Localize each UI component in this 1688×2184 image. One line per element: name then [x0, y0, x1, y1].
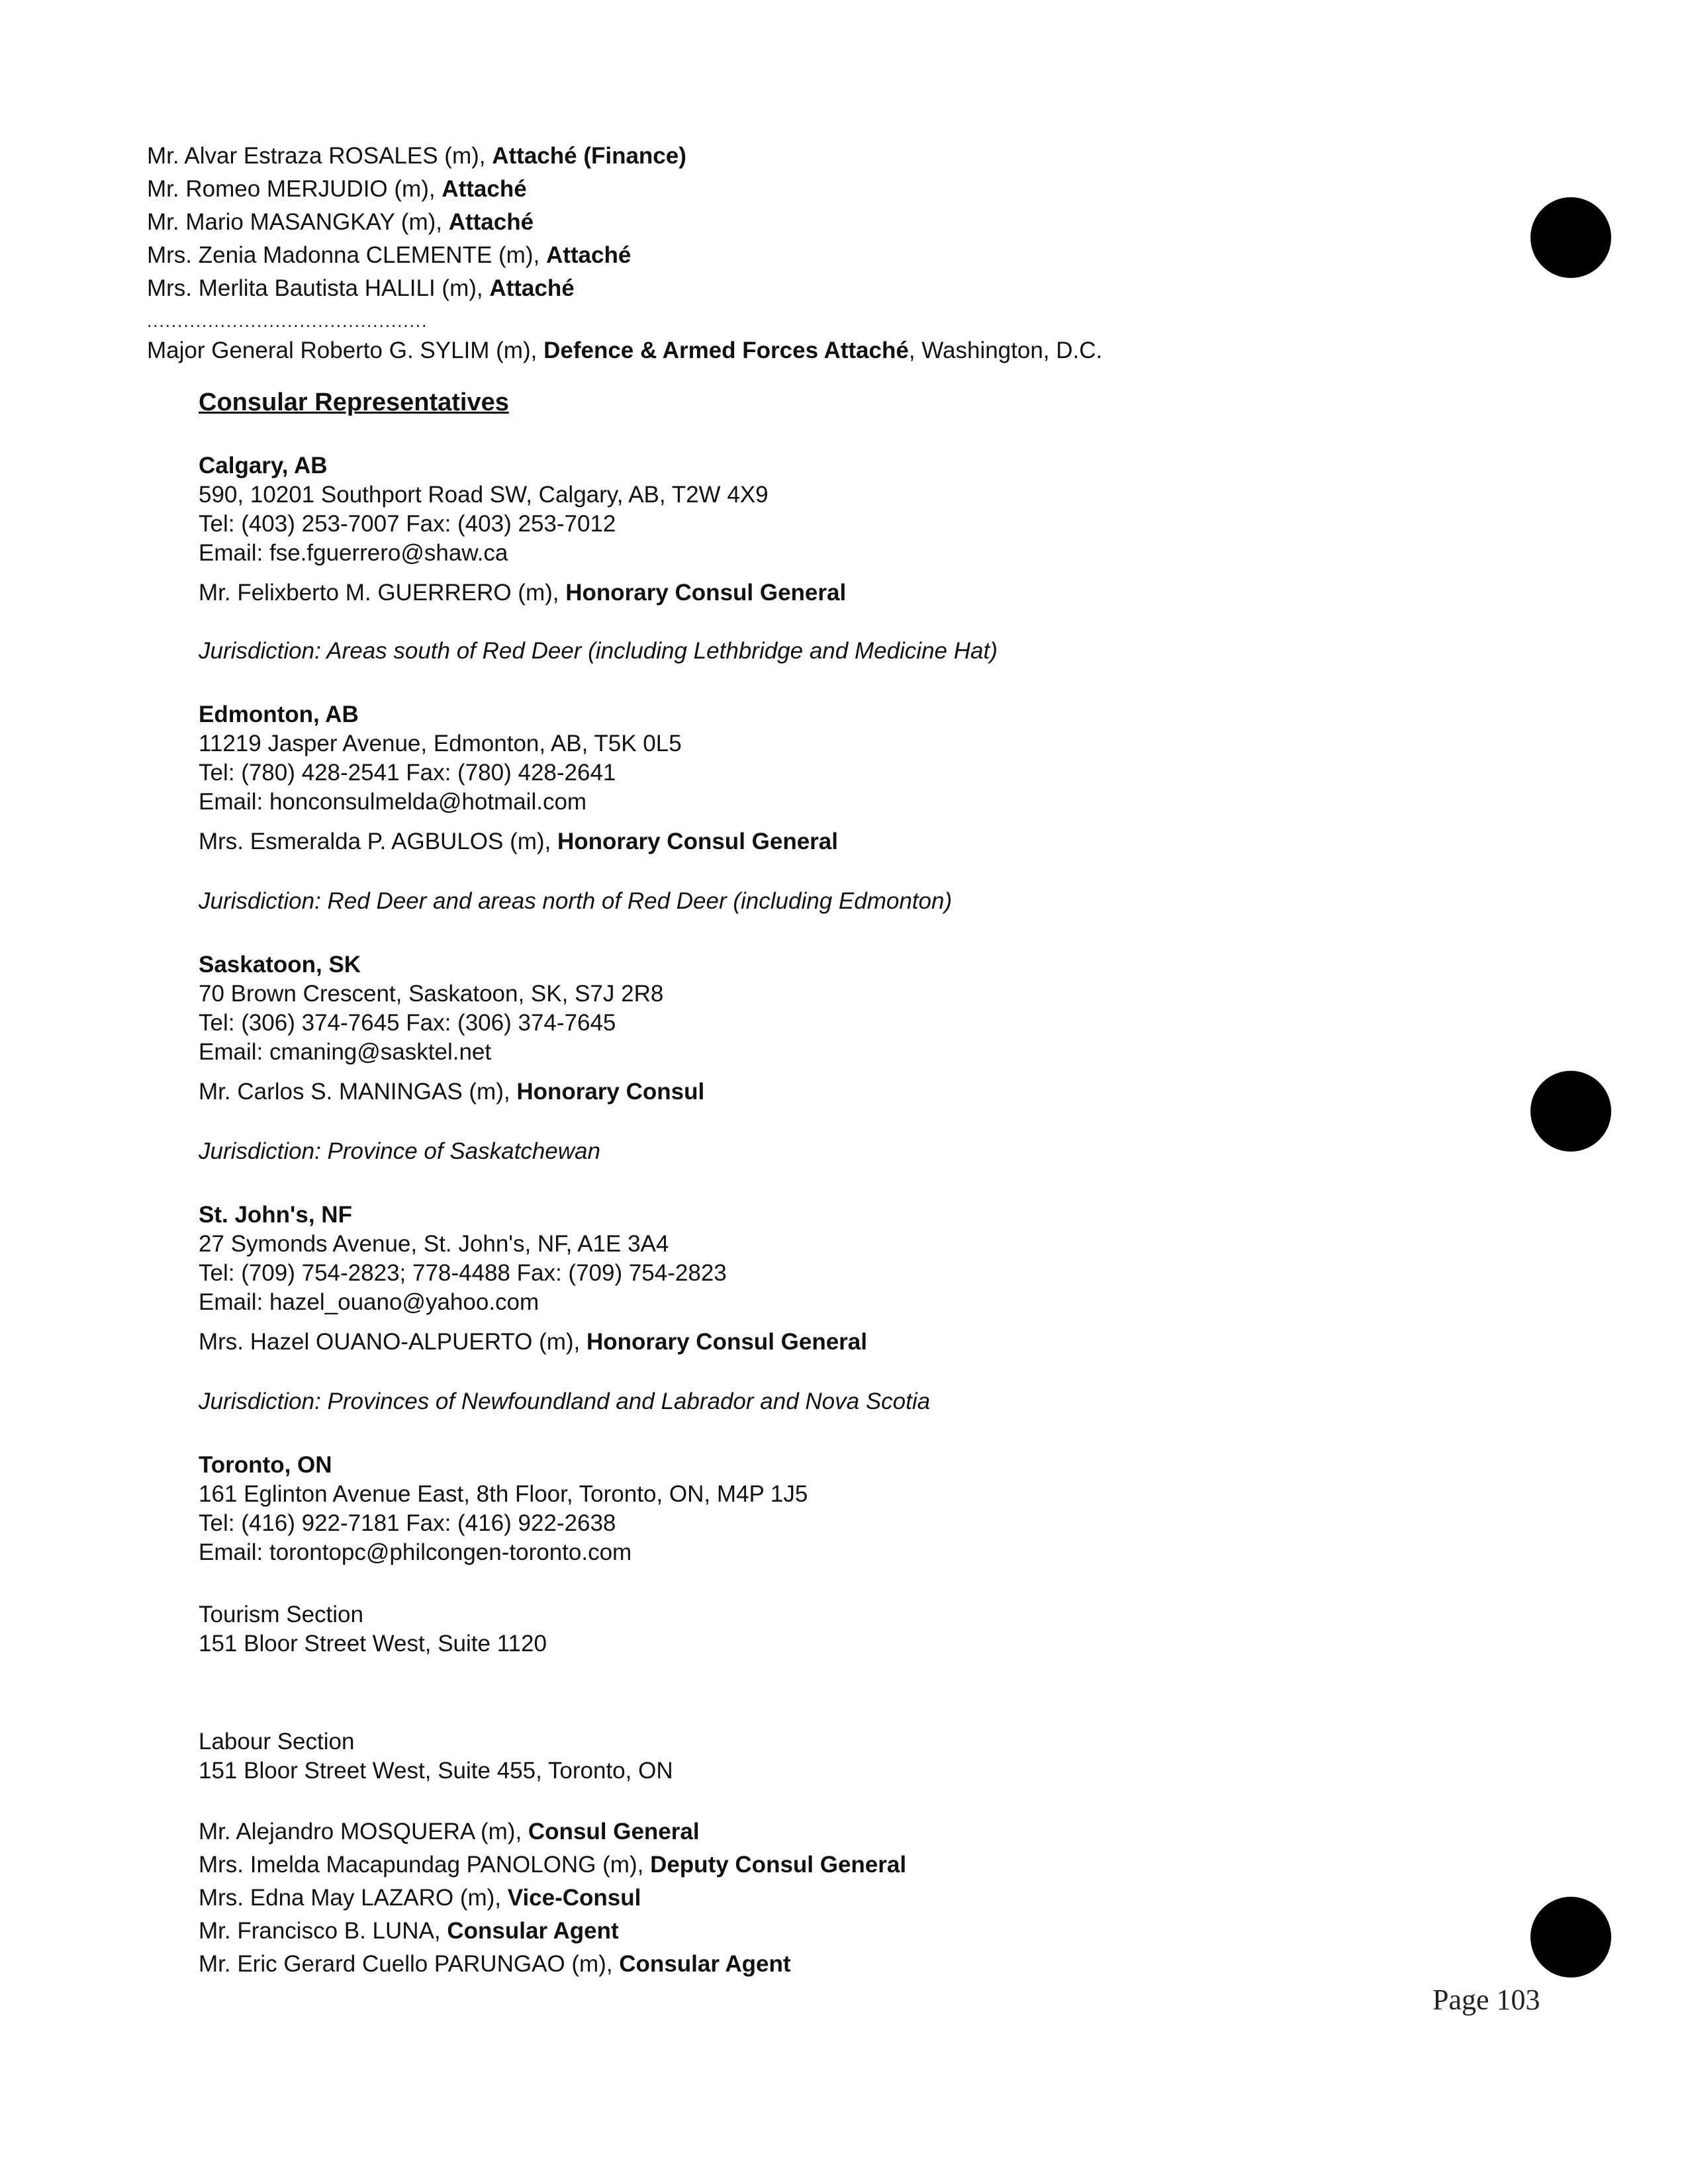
staff-line — [147, 274, 575, 303]
consul-name: Mr. Carlos S. MANINGAS (m), — [199, 1079, 517, 1105]
staff-title: Attaché — [545, 242, 632, 268]
consul-title: Honorary Consul General — [565, 580, 847, 606]
consulate-city: Saskatoon, SK — [199, 952, 361, 978]
labour-section-address: 151 Bloor Street West, Suite 455, Toronto, ON — [199, 1758, 673, 1784]
consul-title: Honorary Consul General — [557, 829, 838, 854]
defence-attache-line — [147, 336, 1102, 365]
consulate-address: 590, 10201 Southport Road SW, Calgary, AB, T2W 4X9 — [199, 482, 769, 508]
staff-title: Vice-Consul — [507, 1885, 641, 1911]
jurisdiction-text: Red Deer and areas north of Red Deer (including Edmonton) — [320, 888, 953, 914]
section-heading: Consular Representatives — [199, 388, 509, 416]
tourism-section-address: 151 Bloor Street West, Suite 1120 — [199, 1631, 547, 1657]
jurisdiction-label: Jurisdiction: — [199, 1138, 321, 1164]
staff-name: Mrs. Merlita Bautista HALILI (m), — [147, 275, 490, 301]
consulate-phone: Tel: (306) 374-7645 Fax: (306) 374-7645 — [199, 1010, 616, 1036]
consulate-city: St. John's, NF — [199, 1202, 352, 1228]
staff-title: Attaché (Finance) — [492, 143, 686, 169]
punch-hole — [1530, 1897, 1611, 1978]
staff-name: Mr. Eric Gerard Cuello PARUNGAO (m), — [199, 1951, 620, 1977]
dotted-separator: .............................................. — [147, 311, 428, 331]
consulate-address: 27 Symonds Avenue, St. John's, NF, A1E 3A4 — [199, 1231, 669, 1257]
jurisdiction-line — [199, 1387, 930, 1416]
staff-title: Consular Agent — [619, 1951, 791, 1977]
jurisdiction-line — [199, 637, 998, 666]
consul-title: Honorary Consul General — [586, 1329, 867, 1355]
consulate-phone: Tel: (416) 922-7181 Fax: (416) 922-2638 — [199, 1510, 616, 1536]
staff-title: Deputy Consul General — [650, 1852, 907, 1878]
jurisdiction-text: Provinces of Newfoundland and Labrador and Nova Scotia — [320, 1388, 931, 1414]
consul-title: Honorary Consul — [516, 1079, 705, 1105]
consul-line — [199, 578, 846, 608]
consul-line — [199, 1328, 867, 1357]
jurisdiction-line — [199, 1137, 600, 1166]
consulate-email: Email: honconsulmelda@hotmail.com — [199, 789, 587, 815]
consul-line — [199, 1077, 704, 1107]
consulate-address: 161 Eglinton Avenue East, 8th Floor, Toronto, ON, M4P 1J5 — [199, 1481, 808, 1507]
jurisdiction-label: Jurisdiction: — [199, 888, 321, 914]
defence-attache-name: Major General Roberto G. SYLIM (m), — [147, 338, 544, 363]
consul-name: Mrs. Esmeralda P. AGBULOS (m), — [199, 829, 557, 854]
jurisdiction-label: Jurisdiction: — [199, 638, 321, 664]
jurisdiction-text: Province of Saskatchewan — [320, 1138, 600, 1164]
staff-name: Mr. Romeo MERJUDIO (m), — [147, 176, 442, 202]
jurisdiction-label: Jurisdiction: — [199, 1388, 321, 1414]
consulate-address: 11219 Jasper Avenue, Edmonton, AB, T5K 0L5 — [199, 731, 682, 756]
staff-line — [147, 208, 534, 237]
consulate-city: Edmonton, AB — [199, 702, 359, 727]
staff-line — [199, 1884, 641, 1913]
consulate-email: Email: torontopc@philcongen-toronto.com — [199, 1539, 632, 1565]
staff-name: Mr. Alvar Estraza ROSALES (m), — [147, 143, 492, 169]
staff-title: Attaché — [489, 275, 575, 301]
consulate-email: Email: hazel_ouano@yahoo.com — [199, 1289, 539, 1315]
consulate-phone: Tel: (709) 754-2823; 778-4488 Fax: (709) 754-2823 — [199, 1260, 727, 1286]
consul-name: Mrs. Hazel OUANO-ALPUERTO (m), — [199, 1329, 586, 1355]
staff-name: Mrs. Zenia Madonna CLEMENTE (m), — [147, 242, 546, 268]
consul-name: Mr. Felixberto M. GUERRERO (m), — [199, 580, 566, 606]
jurisdiction-line — [199, 887, 952, 916]
consulate-email: Email: fse.fguerrero@shaw.ca — [199, 540, 508, 566]
staff-line — [199, 1817, 700, 1846]
defence-attache-title: Defence & Armed Forces Attaché — [543, 338, 909, 363]
staff-line — [147, 175, 527, 204]
staff-line — [147, 142, 686, 171]
staff-title: Attaché — [448, 209, 534, 235]
consul-line — [199, 827, 838, 856]
consulate-phone: Tel: (780) 428-2541 Fax: (780) 428-2641 — [199, 760, 616, 786]
consulate-address: 70 Brown Crescent, Saskatoon, SK, S7J 2R8 — [199, 981, 664, 1007]
staff-name: Mr. Francisco B. LUNA, — [199, 1918, 447, 1944]
page-number: Page 103 — [1432, 1983, 1540, 2016]
staff-name: Mr. Mario MASANGKAY (m), — [147, 209, 449, 235]
staff-name: Mrs. Edna May LAZARO (m), — [199, 1885, 508, 1911]
tourism-section-label: Tourism Section — [199, 1602, 363, 1627]
punch-hole — [1530, 1071, 1611, 1152]
defence-attache-location: , Washington, D.C. — [908, 338, 1103, 363]
staff-title: Attaché — [442, 176, 527, 202]
punch-hole — [1530, 197, 1611, 278]
staff-name: Mr. Alejandro MOSQUERA (m), — [199, 1819, 528, 1844]
staff-title: Consul General — [528, 1819, 700, 1844]
staff-line — [199, 1850, 906, 1880]
staff-name: Mrs. Imelda Macapundag PANOLONG (m), — [199, 1852, 651, 1878]
labour-section-label: Labour Section — [199, 1729, 355, 1754]
consulate-city: Toronto, ON — [199, 1452, 332, 1478]
staff-title: Consular Agent — [447, 1918, 619, 1944]
staff-line — [199, 1950, 791, 1979]
staff-line — [199, 1917, 619, 1946]
staff-line — [147, 241, 631, 270]
consulate-email: Email: cmaning@sasktel.net — [199, 1039, 492, 1065]
jurisdiction-text: Areas south of Red Deer (including Lethbridge and Medicine Hat) — [320, 638, 998, 664]
consulate-phone: Tel: (403) 253-7007 Fax: (403) 253-7012 — [199, 511, 616, 537]
consulate-city: Calgary, AB — [199, 453, 328, 478]
